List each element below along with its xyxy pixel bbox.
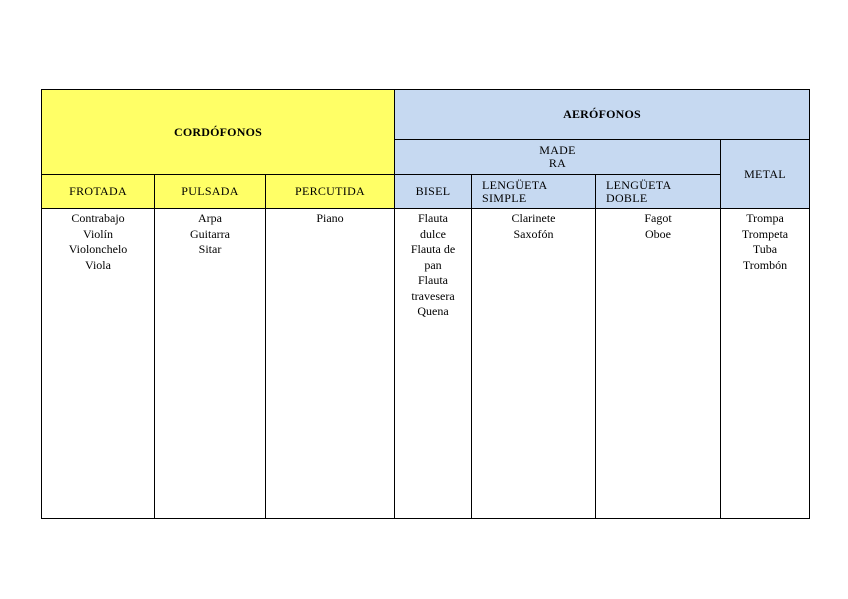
instrument-name: Oboe xyxy=(645,226,671,241)
lengueta-simple-header xyxy=(472,175,596,209)
instrument-classification-table xyxy=(41,89,810,519)
cordofonos-header: CORDÓFONOS xyxy=(42,90,395,175)
instrument-name: Violín xyxy=(83,226,113,241)
instrument-name: Piano xyxy=(316,211,344,225)
instrument-name: Trompa xyxy=(746,211,784,225)
instrument-name: Trompeta xyxy=(741,226,789,241)
lengueta-doble-header xyxy=(596,175,721,209)
pulsada-header: PULSADA xyxy=(155,175,266,209)
madera-header xyxy=(395,140,721,175)
instrument-name: Contrabajo xyxy=(71,211,125,225)
lengueta-doble-line2: DOBLE xyxy=(606,190,648,205)
instrument-name: Clarinete xyxy=(511,211,556,225)
frotada-instruments xyxy=(42,209,155,519)
bisel-instruments xyxy=(395,209,472,519)
madera-label-line1: MADE xyxy=(539,143,576,157)
aerofonos-header: AERÓFONOS xyxy=(395,90,810,140)
instrument-name: Flauta xyxy=(418,273,448,287)
instrument-name: Tuba xyxy=(752,242,778,256)
instrument-classification-table-frame xyxy=(41,89,809,519)
instrument-name: Violonchelo xyxy=(68,242,128,256)
instrument-name: Flauta xyxy=(418,211,448,225)
percutida-header: PERCUTIDA xyxy=(266,175,395,209)
instrument-name: Viola xyxy=(85,257,111,272)
instrument-name: Arpa xyxy=(198,211,222,225)
lengueta-doble-instruments xyxy=(596,209,721,519)
metal-instruments xyxy=(721,209,810,519)
frotada-header: FROTADA xyxy=(42,175,155,209)
lengueta-simple-line1: LENGÜETA xyxy=(482,177,548,192)
lengueta-doble-line1: LENGÜETA xyxy=(606,177,672,192)
instrument-name: Fagot xyxy=(644,211,672,225)
instrument-name: travesera xyxy=(411,288,455,303)
metal-header: METAL xyxy=(721,140,810,209)
lengueta-simple-instruments xyxy=(472,209,596,519)
instrument-name: Saxofón xyxy=(513,226,554,241)
instrument-name: Sitar xyxy=(198,242,222,256)
instrument-name: dulce xyxy=(420,226,446,241)
bisel-header: BISEL xyxy=(395,175,472,209)
instrument-name: Trombón xyxy=(742,257,788,272)
instrument-name: pan xyxy=(424,257,442,272)
percutida-instruments xyxy=(266,209,395,519)
instrument-name: Quena xyxy=(417,304,449,318)
instrument-name: Guitarra xyxy=(190,226,230,241)
madera-label-line2: RA xyxy=(548,156,567,170)
instrument-name: Flauta de xyxy=(410,242,456,256)
lengueta-simple-line2: SIMPLE xyxy=(482,190,527,205)
pulsada-instruments xyxy=(155,209,266,519)
